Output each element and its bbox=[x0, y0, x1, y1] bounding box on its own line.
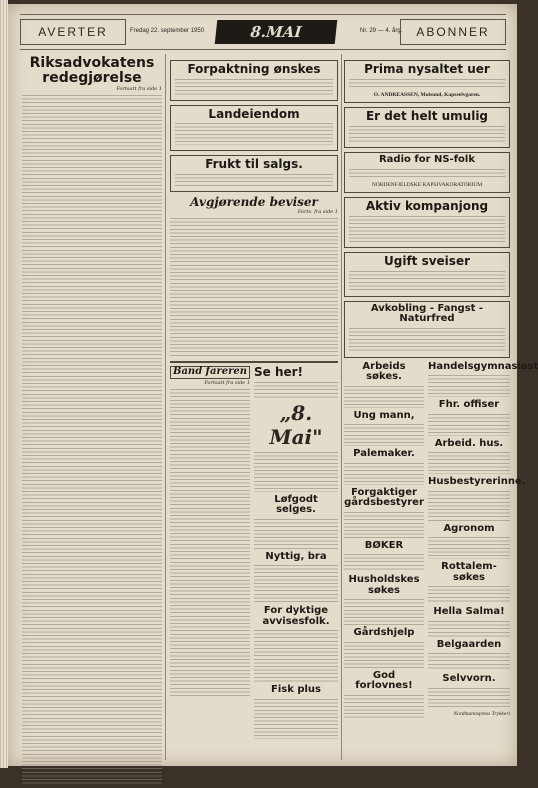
ad-body bbox=[428, 653, 510, 671]
ad-forpaktning bbox=[170, 60, 338, 101]
advertise-label: AVERTER bbox=[20, 19, 126, 45]
classifieds-left bbox=[344, 362, 424, 722]
ad-heading: Er det helt umulig bbox=[365, 109, 489, 124]
ad-heading: Fhr. offiser bbox=[438, 399, 500, 411]
ad-heading: Gårdshjelp bbox=[353, 627, 415, 639]
ad-heading: Ung mann, bbox=[353, 409, 415, 421]
issue-date: Fredag 22. september 1950 bbox=[130, 28, 205, 34]
ad-heading: Prima nysaltet uer bbox=[364, 62, 490, 76]
article-body bbox=[170, 389, 250, 697]
ad-body bbox=[428, 375, 510, 397]
ad-body bbox=[349, 126, 505, 142]
issue-number: Nr. 29 — 4. årg. bbox=[360, 28, 403, 34]
ad-heading: Handelsgymnasiast bbox=[428, 360, 538, 372]
ad-heading: Arbeids søkes. bbox=[362, 360, 406, 383]
ad-aktiv bbox=[344, 197, 510, 248]
article-headline: Avgjørende beviser bbox=[190, 194, 318, 209]
article-body bbox=[22, 95, 162, 785]
ad-body bbox=[349, 328, 505, 352]
ad-prima bbox=[344, 60, 510, 103]
ad-heading: Radio for NS-folk bbox=[378, 154, 476, 166]
quote-title: „8. Mai" bbox=[269, 400, 323, 449]
ad-body bbox=[349, 79, 505, 89]
subscribe-label: ABONNER bbox=[400, 19, 506, 45]
ad-heading: Frukt til salgs. bbox=[205, 157, 303, 172]
ad-heading: Arbeid. hus. bbox=[434, 437, 504, 449]
column-rule bbox=[341, 54, 342, 760]
ad-heading: God forlovnes! bbox=[355, 669, 413, 692]
article-headline: Riksadvokatens redegjørelse bbox=[29, 55, 155, 86]
ad-body bbox=[344, 512, 424, 538]
ad-heading: Fisk plus bbox=[271, 684, 321, 696]
ad-heading: Ugift sveiser bbox=[384, 254, 470, 269]
ad-heading: Rottalem-søkes bbox=[441, 561, 497, 583]
ad-body bbox=[428, 414, 510, 436]
ad-body bbox=[175, 79, 333, 95]
ad-subline: O. ANDREASSEN, Molsund, Kapseelvgaren. bbox=[373, 91, 481, 98]
ad-heading: For dyktige avvisesfolk. bbox=[262, 605, 330, 627]
ad-body bbox=[254, 699, 338, 739]
band-article bbox=[170, 366, 250, 742]
column-left bbox=[22, 56, 162, 788]
column-right bbox=[344, 56, 538, 722]
ad-body bbox=[344, 386, 424, 408]
ad-heading: Landeiendom bbox=[208, 106, 300, 121]
ad-body bbox=[344, 424, 424, 446]
ad-heading: Agronom bbox=[443, 522, 495, 534]
ad-heading: Nyttig, bra bbox=[265, 550, 327, 562]
ad-body bbox=[344, 463, 424, 485]
ad-heading: Aktiv kompanjong bbox=[365, 199, 489, 214]
ad-body bbox=[344, 642, 424, 668]
ad-heading: Avkobling - Fangst - Naturfred bbox=[370, 302, 484, 325]
ad-body bbox=[344, 599, 424, 625]
ad-body bbox=[428, 537, 510, 559]
ad-avkobling bbox=[344, 301, 510, 358]
classifieds-right bbox=[428, 360, 538, 722]
ad-landeiendom bbox=[170, 105, 338, 152]
classifieds bbox=[344, 360, 538, 722]
ad-heading: Forgaktiger gårdsbestyrer bbox=[344, 486, 424, 509]
article-headline: Band fareren bbox=[170, 366, 250, 379]
ad-frukt bbox=[170, 155, 338, 192]
ad-body bbox=[254, 565, 338, 603]
ad-radio bbox=[344, 152, 510, 193]
ad-body bbox=[428, 452, 510, 474]
masthead bbox=[20, 14, 506, 50]
ad-heading: Selvvorn. bbox=[442, 673, 496, 685]
ad-body bbox=[175, 174, 333, 186]
ad-heading: Palemaker. bbox=[353, 448, 415, 460]
column-middle bbox=[170, 56, 338, 742]
ads-stack bbox=[254, 366, 338, 742]
divider bbox=[170, 361, 338, 363]
ad-heading: Hella Salma! bbox=[433, 606, 505, 618]
ad-body bbox=[254, 382, 338, 398]
ad-heading: Belgaarden bbox=[436, 638, 502, 650]
ad-body bbox=[428, 688, 510, 708]
ad-body bbox=[349, 216, 505, 242]
lower-middle bbox=[170, 366, 338, 742]
article-byline: Forts. fra side 1 bbox=[297, 209, 338, 216]
ad-ugift bbox=[344, 252, 510, 297]
ad-body bbox=[254, 452, 338, 492]
ad-heading: Løfgodt selges. bbox=[274, 493, 318, 516]
ad-body bbox=[344, 695, 424, 719]
ad-heading: Se her! bbox=[254, 365, 304, 380]
article-body bbox=[170, 218, 338, 358]
ad-body bbox=[344, 554, 424, 572]
ad-body bbox=[428, 491, 510, 521]
newspaper-logo: 8.MAI bbox=[215, 20, 338, 44]
ad-heading: Forpaktning ønskes bbox=[187, 62, 321, 76]
ad-heading: BØKER bbox=[364, 539, 404, 551]
ad-body bbox=[175, 123, 333, 145]
newspaper-page bbox=[8, 4, 538, 766]
ad-body bbox=[349, 169, 505, 179]
ad-body bbox=[428, 586, 510, 604]
article-byline: Fortsatt fra side 1 bbox=[204, 379, 250, 386]
article-byline: Fortsatt fra side 1 bbox=[116, 86, 162, 93]
ad-subline: NORDENFJELDSKE KAPSIVAKORATORIUM bbox=[371, 181, 483, 188]
paper-edge bbox=[0, 0, 8, 768]
ad-body bbox=[254, 519, 338, 549]
column-rule bbox=[165, 54, 166, 760]
ad-body bbox=[349, 271, 505, 291]
ad-heading: Husbestyrerinne. bbox=[428, 476, 526, 488]
ad-heading: Husholdskes søkes bbox=[348, 574, 420, 596]
ad-body bbox=[254, 630, 338, 682]
printer-footer: Nordmannspress Trykkeri bbox=[453, 710, 510, 717]
ad-body bbox=[428, 621, 510, 637]
ad-umulig bbox=[344, 107, 510, 148]
